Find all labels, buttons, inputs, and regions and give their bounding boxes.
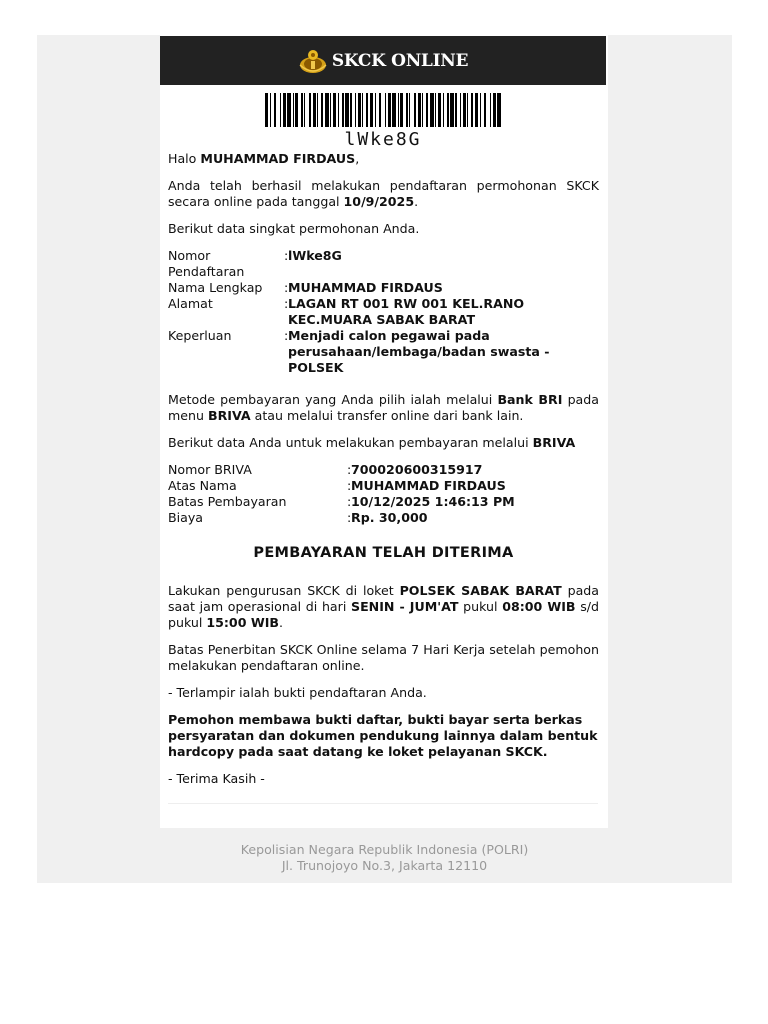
registration-row: Nomor Pendaftaran : lWke8G (168, 248, 599, 280)
registration-label: Keperluan (168, 328, 232, 343)
header-bar (160, 36, 606, 85)
requirements-paragraph: Pemohon membawa bukti daftar, bukti bayar serta berkas persyaratan dan dokumen pendukung lainnya dalam bentuk hardcopy pada saat datang ke loket pelayanan SKCK. (168, 712, 598, 759)
briva-label: Biaya (168, 510, 204, 525)
briva-value: 10/12/2025 1:46:13 PM (351, 494, 515, 509)
applicant-name: MUHAMMAD FIRDAUS (200, 151, 356, 166)
barcode (265, 93, 502, 127)
registration-table (168, 248, 599, 376)
briva-label: Nomor BRIVA (168, 462, 252, 477)
deadline-paragraph: Batas Penerbitan SKCK Online selama 7 Hari Kerja setelah pemohon melakukan pendaftaran online. (168, 642, 599, 673)
barcode-bar (270, 93, 271, 127)
barcode-bar (398, 93, 399, 127)
briva-table (168, 462, 599, 526)
barcode-bar (409, 93, 410, 127)
barcode-bar (418, 93, 421, 127)
registration-date: 10/9/2025 (343, 194, 415, 209)
barcode-bar (321, 93, 323, 127)
barcode-bar (497, 93, 501, 127)
registration-value: Menjadi calon pegawai pada perusahaan/lembaga/badan swasta - POLSEK (288, 328, 550, 375)
registration-row: Nama Lengkap : MUHAMMAD FIRDAUS (168, 280, 599, 296)
barcode-bar (450, 93, 454, 127)
barcode-bar (435, 93, 436, 127)
barcode-bar (455, 93, 457, 127)
footer-org: Kepolisian Negara Republik Indonesia (POLRI) (240, 842, 529, 857)
registration-label: Alamat (168, 296, 213, 311)
barcode-bar (355, 93, 356, 127)
attachment-note: - Terlampir ialah bukti pendaftaran Anda. (168, 685, 427, 700)
barcode-bar (484, 93, 486, 127)
briva-intro: Berikut data Anda untuk melakukan pembayaran melalui BRIVA (168, 435, 576, 450)
barcode-bar (400, 93, 403, 127)
barcode-bar (493, 93, 496, 127)
barcode-text: lWke8G (344, 129, 422, 150)
barcode-bar (438, 93, 441, 127)
logo-text: SKCK ONLINE (331, 50, 469, 71)
registration-value: LAGAN RT 001 RW 001 KEL.RANO KEC.MUARA SABAK BARAT (288, 296, 525, 327)
briva-row: Atas Nama : MUHAMMAD FIRDAUS (168, 478, 599, 494)
summary-intro: Berikut data singkat permohonan Anda. (168, 221, 420, 236)
greeting: Halo MUHAMMAD FIRDAUS, (168, 151, 360, 166)
barcode-bar (447, 93, 449, 127)
barcode-bar (490, 93, 491, 127)
email-card (160, 35, 608, 828)
barcode-bar (301, 93, 303, 127)
briva-value: Rp. 30,000 (351, 510, 428, 525)
email-content (168, 151, 599, 787)
barcode-bar (304, 93, 305, 127)
barcode-bar (406, 93, 408, 127)
briva-value: 700020600315917 (351, 462, 483, 477)
email-background (37, 35, 732, 883)
barcode-bar (309, 93, 311, 127)
barcode-bar (414, 93, 416, 127)
barcode-bar (295, 93, 298, 127)
barcode-bar (345, 93, 349, 127)
barcode-bar (422, 93, 423, 127)
payment-status-title: PEMBAYARAN TELAH DITERIMA (253, 545, 514, 561)
registration-row: Keperluan : Menjadi calon pegawai pada perusahaan/lembaga/badan swasta - POLSEK (168, 328, 599, 376)
barcode-bar (385, 93, 386, 127)
registration-row: Alamat : LAGAN RT 001 RW 001 KEL.RANO KEC.MUARA SABAK BARAT (168, 296, 599, 328)
barcode-bar (370, 93, 373, 127)
briva-row: Biaya : Rp. 30,000 (168, 510, 599, 526)
barcode-bar (330, 93, 331, 127)
briva-label: Atas Nama (168, 478, 237, 493)
barcode-bar (317, 93, 318, 127)
barcode-bar (480, 93, 481, 127)
registration-label: Nama Lengkap (168, 280, 263, 295)
polri-emblem-icon (298, 47, 328, 75)
registration-value: lWke8G (288, 248, 342, 263)
barcode-bar (342, 93, 344, 127)
barcode-bar (333, 93, 336, 127)
barcode-bar (325, 93, 329, 127)
barcode-bar (280, 93, 281, 127)
divider (168, 803, 598, 804)
barcode-bar (475, 93, 478, 127)
instructions-paragraph: Lakukan pengurusan SKCK di loket POLSEK SABAK BARAT pada saat jam operasional di hari SENIN - JUM'AT pukul 08:00 WIB s/d pukul 15:00 WIB. (168, 583, 599, 630)
barcode-bar (287, 93, 291, 127)
barcode-bar (467, 93, 468, 127)
footer (37, 842, 732, 874)
briva-value: MUHAMMAD FIRDAUS (351, 478, 506, 493)
barcode-bar (358, 93, 361, 127)
barcode-bar (362, 93, 363, 127)
barcode-bar (463, 93, 466, 127)
barcode-bar (443, 93, 444, 127)
barcode-bar (430, 93, 434, 127)
barcode-bar (460, 93, 461, 127)
barcode-bar (426, 93, 428, 127)
registration-value: MUHAMMAD FIRDAUS (288, 280, 443, 295)
barcode-bar (388, 93, 391, 127)
barcode-bar (274, 93, 276, 127)
barcode-bar (375, 93, 376, 127)
barcode-bar (293, 93, 294, 127)
intro-paragraph: Anda telah berhasil melakukan pendaftaran permohonan SKCK secara online pada tanggal 10/9/2025. (168, 178, 599, 209)
barcode-bar (338, 93, 339, 127)
footer-address: Jl. Trunojoyo No.3, Jakarta 12110 (281, 858, 488, 873)
payment-method-paragraph: Metode pembayaran yang Anda pilih ialah melalui Bank BRI pada menu BRIVA atau melalui transfer online dari bank lain. (168, 392, 599, 423)
briva-label: Batas Pembayaran (168, 494, 287, 509)
barcode-bar (265, 93, 268, 127)
barcode-bar (283, 93, 286, 127)
briva-row: Batas Pembayaran : 10/12/2025 1:46:13 PM (168, 494, 599, 510)
closing-text: - Terima Kasih - (168, 771, 265, 786)
logo (298, 47, 468, 75)
barcode-bar (471, 93, 473, 127)
barcode-bar (350, 93, 352, 127)
registration-label: Nomor Pendaftaran (168, 248, 245, 279)
barcode-bar (366, 93, 368, 127)
briva-row: Nomor BRIVA : 700020600315917 (168, 462, 599, 478)
barcode-bar (379, 93, 381, 127)
barcode-bar (392, 93, 396, 127)
barcode-bar (313, 93, 316, 127)
